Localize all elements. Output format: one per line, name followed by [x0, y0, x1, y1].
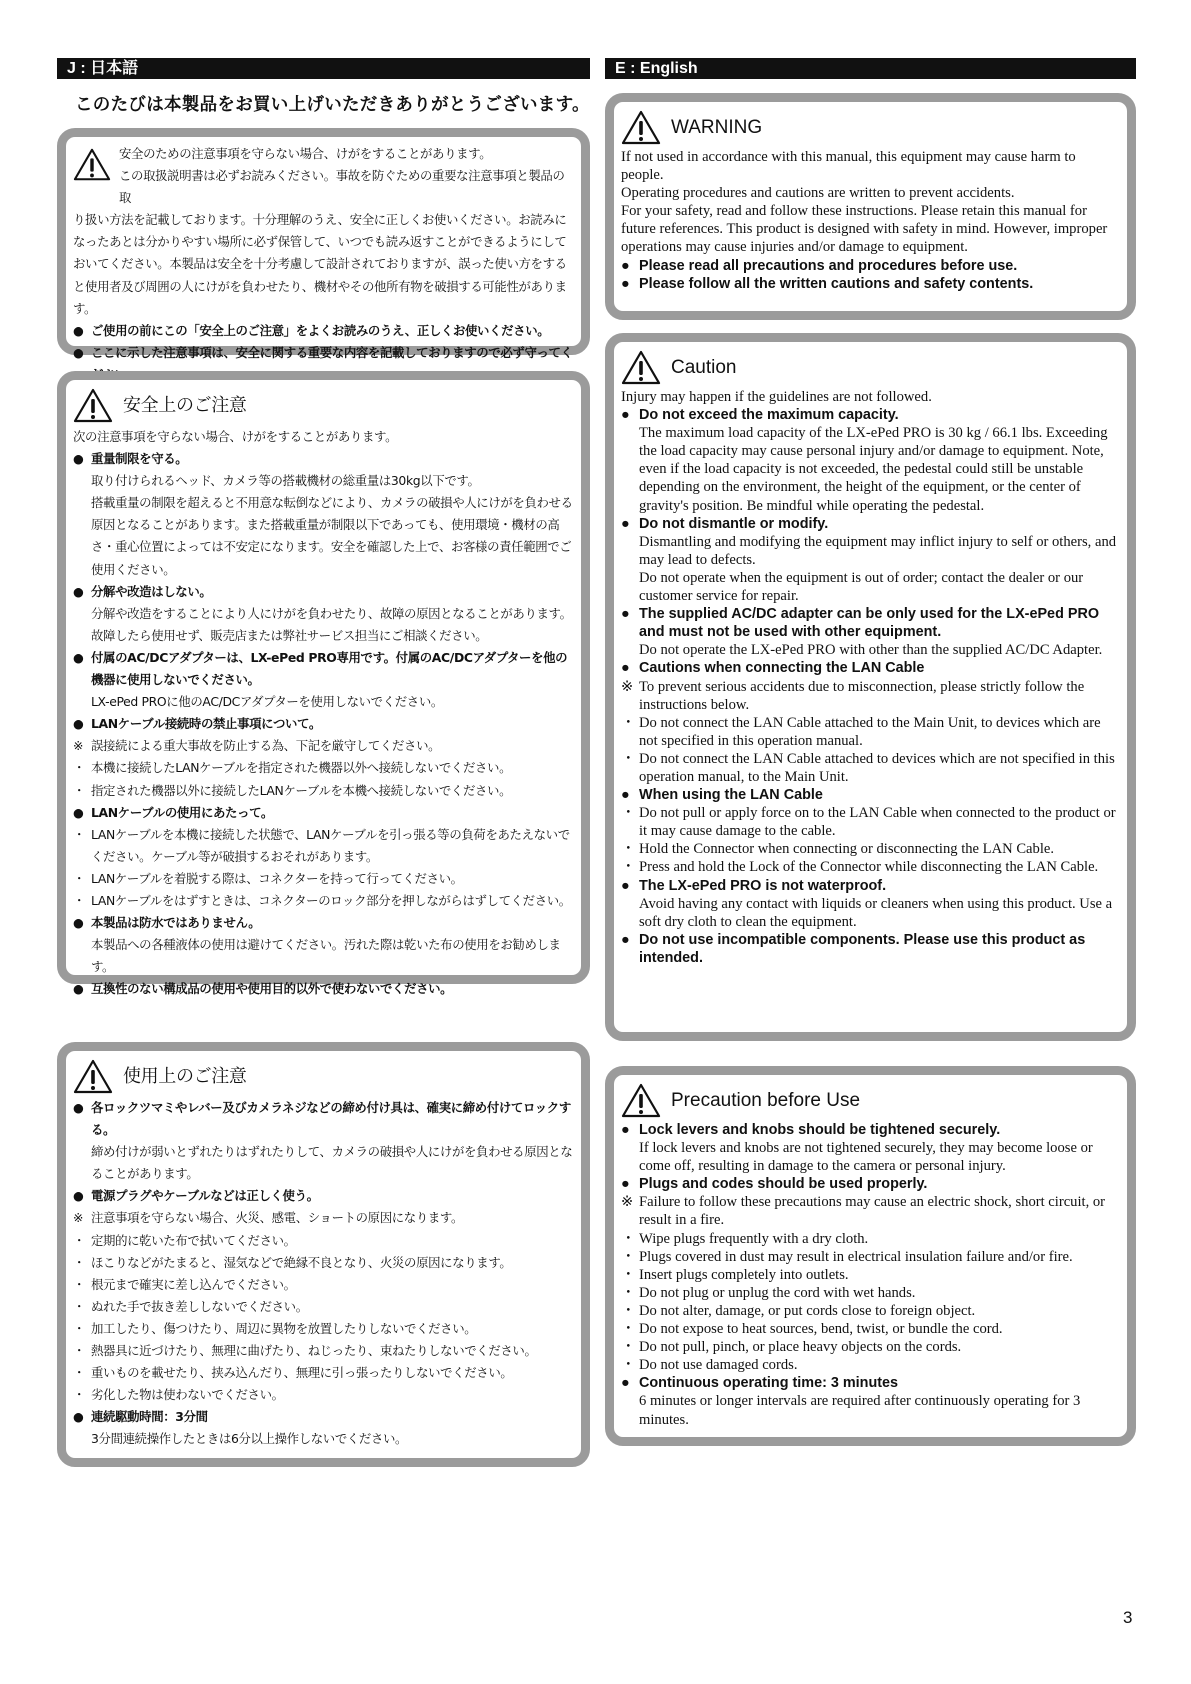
intro-bullet-1: ● ご使用の前にこの「安全上のご注意」をよくお読みのうえ、正しくお使いください。	[73, 320, 575, 342]
english-caution-box	[605, 333, 1136, 1041]
usage-dot-item: ・ ぬれた手で抜き差ししないでください。	[73, 1298, 308, 1314]
warning-triangle-icon	[73, 147, 111, 183]
precaution-dot-item: ・ Do not pull, pinch, or place heavy objects on the cords.	[621, 1339, 962, 1356]
english-column	[605, 58, 1136, 1428]
english-warning-box	[605, 93, 1136, 320]
usage-dot-item: ・ 加工したり、傷つけたり、周辺に異物を放置したりしないでください。	[73, 1320, 477, 1336]
precaution-title: Precaution before Use	[671, 1089, 861, 1111]
caution-heading-2: ● Do not dismantle or modify.	[621, 515, 829, 532]
caution-note-4: ※ To prevent serious accidents due to misconnection, please strictly follow the instructions below.	[621, 678, 1085, 713]
caution-lead: Injury may happen if the guidelines are not followed.	[621, 389, 932, 405]
caution-heading-1: ● Do not exceed the maximum capacity.	[621, 407, 899, 424]
caution-heading-7: ● Do not use incompatible components. Please use this product as intended.	[621, 931, 1086, 966]
warning-bullet-1: ● Please read all precautions and procedures before use.	[621, 257, 1018, 274]
safety-dot-5b: ・ LANケーブルを着脱する際は、コネクターを持って行ってください。	[73, 870, 463, 886]
precaution-note-2: ※ Failure to follow these precautions may cause an electric shock, short circuit, or result in a fire.	[621, 1194, 1106, 1229]
safety-heading-2: ● 分解や改造はしない。	[73, 583, 212, 599]
page-number: 3	[1123, 1608, 1133, 1627]
english-language-bar: E : English	[605, 58, 1136, 79]
intro-line-1: 安全のための注意事項を守らない場合、けがをすることがあります。	[119, 146, 492, 161]
caution-text-2b: Do not operate when the equipment is out of order; contact the dealer or our customer service for repair.	[639, 569, 1084, 605]
precaution-text-3: 6 minutes or longer intervals are required after continuously operating for 3 minutes.	[639, 1393, 1081, 1428]
usage-dot-item: ・ 劣化した物は使わないでください。	[73, 1387, 284, 1403]
safety-lead: 次の注意事項を守らない場合、けがをすることがあります。	[73, 429, 398, 444]
safety-text-3: LX-ePed PROに他のAC/DCアダプターを使用しないでください。	[91, 694, 443, 710]
bullet-icon: ●	[73, 322, 84, 338]
precaution-heading-1: ● Lock levers and knobs should be tightened securely.	[621, 1122, 1001, 1138]
safety-heading-1: ● 重量制限を守る。	[73, 451, 188, 467]
precaution-dot-item: ・ Do not use damaged cords.	[621, 1357, 798, 1374]
japanese-language-bar: J : 日本語	[57, 58, 590, 79]
warning-bullet-2: ● Please follow all the written cautions and safety contents.	[621, 275, 1034, 292]
intro-bullet-2: ● ここに示した注意事項は、安全に関する重要な内容を記載しておりますので必ず守ってく	[73, 342, 575, 386]
safety-dot-4b: ・ 指定された機器以外に接続したLANケーブルを本機へ接続しないでください。	[73, 782, 512, 798]
caution-heading-3: ● The supplied AC/DC adapter can be only used for the LX-ePed PRO and must not be used with other equipment.	[621, 606, 1100, 641]
safety-heading-4: ● LANケーブル接続時の禁止事項について。	[73, 716, 321, 732]
japanese-intro-title: このたびは本製品をお買い上げいただきありがとうございます。	[75, 94, 590, 114]
warning-triangle-icon	[621, 110, 661, 146]
japanese-column	[57, 58, 590, 1447]
usage-note-2: ※ 注意事項を守らない場合、火災、感電、ショートの原因になります。	[73, 1210, 464, 1226]
caution-text-1: The maximum load capacity of the LX-ePed PRO is 30 kg / 66.1 lbs. Exceeding the load capacity may cause personal injury and/or damage to equipment. Note, even if the load capacity is not exceeded, the pedestal could still be unstable depending on the environment, the height of the equipment, or the center of gravity's position. Be mindful while operating the pedestal.	[639, 425, 1108, 514]
safety-note-4: ※ 誤接続による重大事故を防止する為、下記を厳守してください。	[73, 738, 441, 754]
warning-paragraph-3: For your safety, read and follow these instructions. Please retain this manual for future references. This product is designed with safety in mind. However, improper operations may cause injuries and/or damage to equipment.	[621, 203, 1108, 256]
intro-body: り扱い方法を記載しております。十分理解のうえ、安全に正しくお使いください。お読みになったあとは分かりやすい場所に必ず保管して、いつでも読み返すことができるようにしておいてください。本製品は安全を十分考慮して設計されておりますが、誤った使い方をすると使用者及び周囲の人にけがを負わせたり、機材やその他所有物を破損する可能性があります。	[73, 212, 567, 316]
safety-heading-6: ● 本製品は防水ではありません。	[73, 915, 261, 931]
safety-heading-5: ● LANケーブルの使用にあたって。	[73, 804, 273, 820]
caution-text-3: Do not operate the LX-ePed PRO with other than the supplied AC/DC Adapter.	[639, 642, 1103, 659]
precaution-dot-item: ・ Do not plug or unplug the cord with wet hands.	[621, 1284, 916, 1301]
caution-heading-4: ● Cautions when connecting the LAN Cable	[621, 660, 925, 677]
precaution-dot-item: ・ Plugs covered in dust may result in electrical insulation failure and/or fire.	[621, 1248, 1073, 1265]
safety-text-2: 分解や改造をすることにより人にけがを負わせたり、故障の原因となることがあります。故障したら使用せず、販売店または弊社サービス担当にご相談ください。	[91, 605, 572, 643]
warning-paragraph-2: Operating procedures and cautions are written to prevent accidents.	[621, 185, 1015, 202]
usage-dot-item: ・ 定期的に乾いた布で拭いてください。	[73, 1232, 296, 1248]
safety-heading-7: ● 互換性のない構成品の使用や使用目的以外で使わないでください。	[73, 981, 453, 997]
warning-triangle-icon	[73, 1059, 113, 1095]
usage-heading-1: ● 各ロックツマミやレバー及びカメラネジなどの締め付け具は、確実に締め付けてロックする。	[73, 1100, 571, 1138]
caution-text-2a: Dismantling and modifying the equipment may inflict injury to self or others, and may lead to defects.	[639, 533, 1117, 568]
caution-heading-6: ● The LX-ePed PRO is not waterproof.	[621, 877, 887, 894]
precaution-text-1: If lock levers and knobs are not tightened securely, they may become loose or come off, resulting in damage to the camera or personal injury.	[639, 1140, 1093, 1175]
precaution-dot-item: ・ Do not alter, damage, or put cords close to foreign object.	[621, 1302, 976, 1319]
warning-title: WARNING	[671, 116, 763, 138]
caution-dot-5b: ・ Hold the Connector when connecting or disconnecting the LAN Cable.	[621, 841, 1055, 858]
safety-text-1: 取り付けられるヘッド、カメラ等の搭載機材の総重量は30kg以下です。	[91, 473, 480, 489]
caution-dot-4b: ・ Do not connect the LAN Cable attached to devices which are not specified in this operation manual, to the Main Unit.	[621, 750, 1115, 785]
usage-text-3: 3分間連続操作したときは6分以上操作しないでください。	[91, 1431, 408, 1447]
safety-dot-4a: ・ 本機に接続したLANケーブルを指定された機器以外へ接続しないでください。	[73, 760, 512, 776]
english-precaution-box	[605, 1066, 1136, 1446]
safety-text-1b: 搭載重量の制限を超えると不用意な転倒などにより、カメラの破損や人にけがを負わせる原因となることがあります。また搭載重量が制限以下であっても、使用環境・機材の高さ・重心位置によっては不安定になります。安全を確認した上で、お客様の責任範囲でご使用ください。	[91, 495, 573, 577]
usage-heading-3: ● 連続駆動時間：3分間	[73, 1409, 208, 1425]
japanese-usage-box	[57, 1042, 590, 1467]
usage-dot-item: ・ ほこりなどがたまると、湿気などで絶縁不良となり、火災の原因になります。	[73, 1254, 512, 1270]
caution-dot-4a: ・ Do not connect the LAN Cable attached to the Main Unit, to devices which are not specified in this operation manual.	[621, 714, 1101, 749]
usage-dot-item: ・ 熱器具に近づけたり、無理に曲げたり、ねじったり、束ねたりしないでください。	[73, 1343, 537, 1359]
caution-dot-5c: ・ Press and hold the Lock of the Connector while disconnecting the LAN Cable.	[621, 859, 1099, 876]
warning-triangle-icon	[73, 388, 113, 424]
safety-text-6: 本製品への各種液体の使用は避けてください。汚れた際は乾いた布の使用をお勧めします。	[91, 937, 561, 975]
precaution-dot-item: ・ Insert plugs completely into outlets.	[621, 1266, 849, 1283]
precaution-dot-item: ・ Wipe plugs frequently with a dry cloth.	[621, 1230, 869, 1247]
usage-dot-item: ・ 根元まで確実に差し込んでください。	[73, 1276, 296, 1292]
warning-triangle-icon	[621, 350, 661, 386]
caution-text-6: Avoid having any contact with liquids or cleaners when using this product. Use a soft dry cloth to clean the equipment.	[639, 895, 1113, 930]
japanese-safety-box	[57, 371, 590, 997]
usage-heading-2: ● 電源プラグやケーブルなどは正しく使う。	[73, 1188, 319, 1204]
warning-triangle-icon	[621, 1083, 661, 1119]
warning-paragraph-1: If not used in accordance with this manual, this equipment may cause harm to people.	[621, 149, 1076, 184]
safety-dot-5a: ・ LANケーブルを本機に接続した状態で、LANケーブルを引っ張る等の負荷をあたえないでください。ケーブル等が破損するおそれがあります。	[73, 826, 570, 864]
japanese-intro-box	[57, 128, 590, 360]
caution-dot-5a: ・ Do not pull or apply force on to the LAN Cable when connected to the product or it may cause damage to the cable.	[621, 805, 1116, 840]
usage-text-1: 締め付けが弱いとずれたりはずれたりして、カメラの破損や人にけがを負わせる原因となることがあります。	[91, 1144, 573, 1182]
intro-line-2: この取扱説明書は必ずお読みください。事故を防ぐための重要な注意事項と製品の取	[119, 168, 565, 206]
safety-dot-5c: ・ LANケーブルをはずすときは、コネクターのロック部分を押しながらはずしてください。	[73, 892, 571, 908]
caution-title: Caution	[671, 356, 737, 378]
safety-title: 安全上のご注意	[123, 394, 247, 416]
caution-heading-5: ● When using the LAN Cable	[621, 787, 823, 804]
usage-title: 使用上のご注意	[123, 1065, 247, 1087]
bullet-icon: ●	[73, 344, 84, 360]
precaution-dot-item: ・ Do not expose to heat sources, bend, twist, or bundle the cord.	[621, 1321, 1003, 1338]
precaution-heading-2: ● Plugs and codes should be used properly.	[621, 1176, 928, 1193]
usage-dot-item: ・ 重いものを載せたり、挟み込んだり、無理に引っ張ったりしないでください。	[73, 1365, 513, 1381]
safety-heading-3: ● 付属のAC/DCアダプターは、LX-ePed PRO専用です。付属のAC/DCアダプターを他の機器に使用しないでください。	[73, 649, 568, 688]
precaution-heading-3: ● Continuous operating time: 3 minutes	[621, 1375, 899, 1392]
